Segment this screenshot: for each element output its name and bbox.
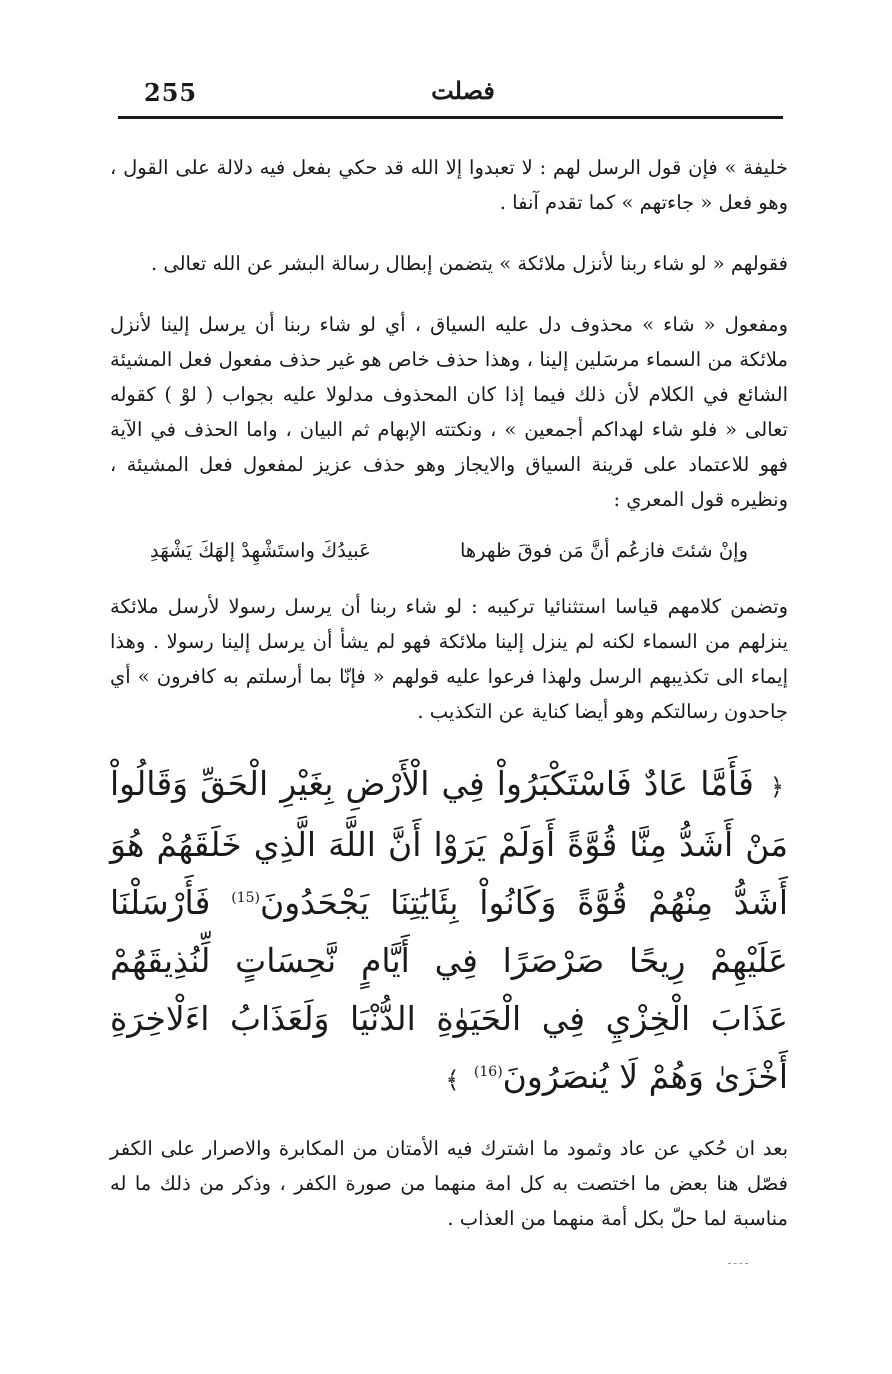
paragraph-2: فقولهم « لو شاء ربنا لأنزل ملائكة » يتضمن إبطال رسالة البشر عن الله تعالى .: [150, 252, 788, 275]
paragraph-3: ومفعول « شاء » محذوف دل عليه السياق ، أي لو شاء ربنا أن يرسل إلينا لأنزل ملائكة من السماء مرسَلين إلينا ، وهذا حذف خاص هو غير حذف مفعول فعل المشيئة الشائع في الكلام لأن ذلك فيما إذا كان المحذوف مدلولا عليه بجواب ( لوْ ) كقوله تعالى « فلو شاء لهداكم أجمعين » ، ونكتته الإبهام ثم البيان ، واما الحذف في الآية فهو للاعتماد على قرينة السياق والايجاز وهو حذف عزيز لمفعول فعل المشيئة ، ونظيره قول المعري :: [110, 313, 788, 511]
quran-close-ornament: ﴾: [445, 1066, 460, 1094]
page-number: 255: [144, 78, 198, 107]
quran-verse: [110, 755, 788, 1109]
quran-open-ornament: ﴿: [769, 773, 784, 801]
page-header: [118, 72, 783, 119]
verse-number-16: (16): [473, 1064, 503, 1080]
paragraph-4: وتضمن كلامهم قياسا استثنائيا تركيبه : لو شاء ربنا أن يرسل رسولا لأرسل ملائكة ينزلهم من السماء لكنه لم ينزل إلينا ملائكة فهو لم يشأ أن يرسل إلينا رسولا . وهذا إيماء الى تكذيبهم الرسل ولهذا فرعوا عليه قولهم « فإنّا بما أرسلتم به كافرون » أي جاحدون رسالتكم وهو أيضا كناية عن التكذيب .: [110, 595, 788, 723]
page-body: [110, 150, 788, 1262]
paragraph-1: خليفة » فإن قول الرسل لهم : لا تعبدوا إلا الله قد حكي بفعل فيه دلالة على القول ، وهو فعل « جاءتهم » كما تقدم آنفا .: [110, 156, 788, 214]
poetry-second-hemistich: عَبيدُكَ واستَشْهِدْ إلهَكَ يَشْهَدِ: [150, 539, 371, 562]
paragraph-5: بعد ان حُكي عن عاد وثمود ما اشترك فيه الأمتان من المكابرة والاصرار على الكفر فصّل هنا بعض ما اختصت به كل امة منهما من صورة الكفر ، وذكر من ذلك ما له مناسبة لما حلّ بكل أمة منهما من العذاب .: [110, 1137, 788, 1230]
quran-verse-16: فَأَرْسَلْنَا عَلَيْهِمْ رِيحًا صَرْصَرًا فِي أَيَّامٍ نَّحِسَاتٍ لِّنُذِيقَهُمْ عَذَابَ الْخِزْيِ فِي الْحَيَوٰةِ الدُّنْيَا وَلَعَذَابُ اءَلْاخِرَةِ أَخْزَىٰ وَهُمْ لَا يُنصَرُونَ: [110, 883, 788, 1096]
chapter-title: فصلت: [431, 76, 495, 105]
print-mark: [728, 1263, 748, 1267]
poetry-first-hemistich: وإنْ شئتَ فازعُم أنَّ مَن فوقَ ظهرها: [459, 539, 748, 562]
verse-number-15: (15): [231, 890, 260, 906]
quran-verse-15: فَأَمَّا عَادٌ فَاسْتَكْبَرُواْ فِي الْأَرْضِ بِغَيْرِ الْحَقِّ وَقَالُواْ مَنْ أَشَدُّ مِنَّا قُوَّةً أَوَلَمْ يَرَوْا أَنَّ اللَّهَ الَّذِي خَلَقَهُمْ هُوَ أَشَدُّ مِنْهُمْ قُوَّةً وَكَانُواْ بِئَايَٰتِنَا يَجْحَدُونَ: [110, 764, 788, 922]
poetry-verse: [110, 533, 788, 569]
